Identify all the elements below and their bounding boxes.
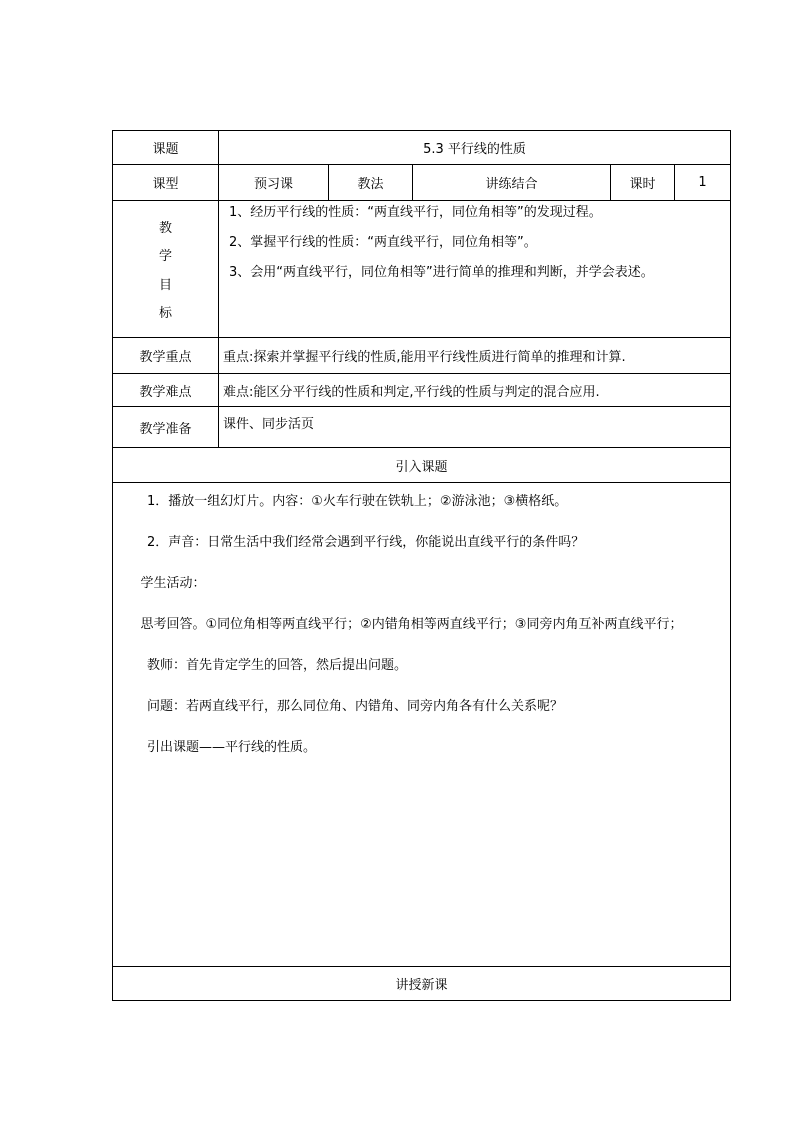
objectives-label-char: 目 <box>158 277 172 293</box>
intro-paragraph: 问题：若两直线平行，那么同位角、内错角、同旁内角各有什么关系呢？ <box>147 699 564 714</box>
hours-value: 1 <box>675 165 731 201</box>
objective-item: 1、经历平行线的性质：“两直线平行，同位角相等”的发现过程。 <box>229 205 602 220</box>
new-lesson-heading: 讲授新课 <box>113 967 731 1001</box>
objectives-label-char: 学 <box>158 249 172 265</box>
key-points-label: 教学重点 <box>113 338 219 374</box>
method-label: 教法 <box>329 165 413 201</box>
type-label: 课型 <box>113 165 219 201</box>
intro-paragraph: 引出课题——平行线的性质。 <box>147 740 317 755</box>
difficulties-label: 教学难点 <box>113 374 219 407</box>
lesson-title: 5.3 平行线的性质 <box>219 131 731 165</box>
intro-paragraph: 学生活动： <box>140 576 206 591</box>
objectives-label-char: 标 <box>158 305 172 321</box>
intro-heading-row <box>113 448 731 483</box>
key-points-row <box>113 338 731 374</box>
intro-content <box>113 483 731 967</box>
method-value: 讲练结合 <box>413 165 611 201</box>
title-label: 课题 <box>113 131 219 165</box>
type-value: 预习课 <box>219 165 329 201</box>
difficulties-value: 难点:能区分平行线的性质和判定,平行线的性质与判定的混合应用. <box>219 374 731 407</box>
hours-label: 课时 <box>611 165 675 201</box>
preparation-value: 课件、同步活页 <box>219 407 731 448</box>
key-points-value: 重点:探索并掌握平行线的性质,能用平行线性质进行简单的推理和计算. <box>219 338 731 374</box>
objective-item: 2、掌握平行线的性质：“两直线平行，同位角相等”。 <box>229 235 537 250</box>
objectives-label <box>113 201 219 338</box>
intro-paragraph: 2．声音：日常生活中我们经常会遇到平行线，你能说出直线平行的条件吗？ <box>147 535 585 550</box>
intro-paragraph: 思考回答。①同位角相等两直线平行；②内错角相等两直线平行；③同旁内角互补两直线平行； <box>140 617 683 632</box>
new-lesson-heading-row <box>113 967 731 1001</box>
objectives-content <box>219 201 731 338</box>
objectives-label-char: 教 <box>158 221 172 236</box>
objective-item: 3、会用“两直线平行，同位角相等”进行简单的推理和判断，并学会表述。 <box>229 265 654 280</box>
preparation-label: 教学准备 <box>113 407 219 448</box>
preparation-row <box>113 407 731 448</box>
intro-heading: 引入课题 <box>113 448 731 483</box>
objectives-row <box>113 201 731 338</box>
lesson-plan-table <box>112 130 731 1001</box>
difficulties-row <box>113 374 731 407</box>
intro-paragraph: 教师：首先肯定学生的回答，然后提出问题。 <box>147 658 408 673</box>
intro-paragraph: 1．播放一组幻灯片。内容：①火车行驶在铁轨上；②游泳池；③横格纸。 <box>147 494 568 509</box>
type-row <box>113 165 731 201</box>
intro-content-row <box>113 483 731 967</box>
title-row <box>113 131 731 165</box>
